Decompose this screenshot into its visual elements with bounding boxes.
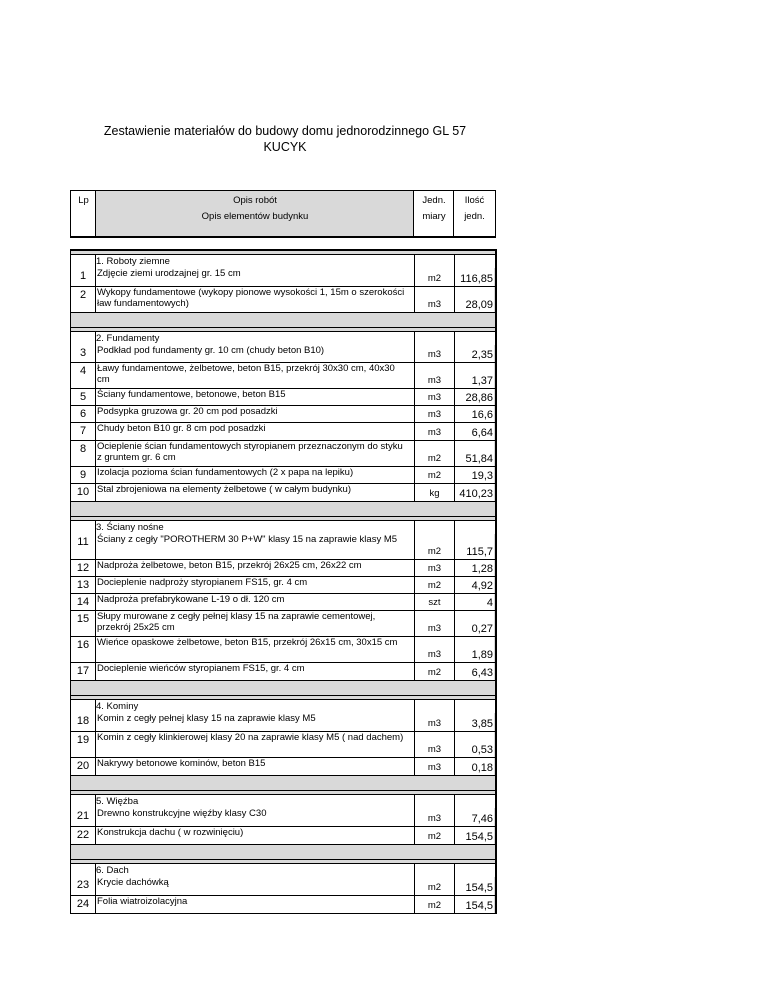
- description-cell: [95, 594, 414, 610]
- row-quantity: 28,86: [465, 392, 493, 404]
- row-quantity: 2,35: [471, 349, 493, 361]
- row-quantity: 154,5: [465, 900, 493, 912]
- row-quantity: 115,7: [466, 546, 493, 558]
- row-unit: m3: [427, 299, 442, 310]
- row-number: 4: [79, 365, 87, 377]
- description-cell: [95, 713, 414, 731]
- row-number-cell: [71, 467, 95, 483]
- unit-cell: [414, 406, 454, 422]
- row-unit: m3: [427, 409, 442, 420]
- table-row: [71, 560, 495, 577]
- row-number: 24: [76, 898, 90, 910]
- unit-cell: [414, 560, 454, 576]
- description-cell: [95, 484, 414, 501]
- quantity-cell: [454, 389, 494, 405]
- description-cell: [95, 637, 414, 662]
- row-description: Ławy fundamentowe, żelbetowe, beton B15, przekrój 30x30 cm, 40x30 cm: [97, 363, 395, 385]
- header-miary: miary: [422, 211, 446, 222]
- row-quantity: 154,5: [465, 831, 493, 843]
- row-number: 23: [76, 879, 90, 891]
- row-unit: m3: [427, 375, 442, 386]
- section-title: 1. Roboty ziemne: [96, 256, 170, 267]
- row-quantity: 0,27: [471, 623, 493, 635]
- row-number-cell: [71, 713, 95, 731]
- row-number: 6: [79, 408, 87, 420]
- header-jedn-cell: [413, 190, 454, 236]
- row-number: 3: [79, 347, 87, 359]
- row-quantity: 19,3: [471, 470, 493, 482]
- description-cell: [95, 827, 414, 844]
- unit-cell: [414, 611, 454, 636]
- section-title: 3. Ściany nośne: [96, 522, 164, 533]
- row-number: 15: [76, 613, 90, 625]
- row-quantity: 4,92: [471, 580, 493, 592]
- row-number-cell: [71, 484, 95, 501]
- table-header: [70, 190, 496, 238]
- row-number: 17: [76, 665, 90, 677]
- row-quantity: 410,23: [459, 488, 493, 500]
- row-unit: m2: [427, 580, 442, 591]
- section-gap: [71, 502, 495, 517]
- unit-cell: [414, 268, 454, 286]
- row-unit: m3: [427, 427, 442, 438]
- row-number-cell: [71, 560, 95, 576]
- quantity-cell: [454, 827, 494, 844]
- row-description: Wieńce opaskowe żelbetowe, beton B15, przekrój 26x15 cm, 30x15 cm: [97, 637, 398, 648]
- unit-cell: [414, 534, 454, 559]
- row-description: Nakrywy betonowe kominów, beton B15: [97, 758, 266, 769]
- row-unit: m3: [427, 744, 442, 755]
- row-description: Komin z cegły klinkierowej klasy 20 na zaprawie klasy M5 ( nad dachem): [97, 732, 404, 743]
- row-description: Docieplenie nadproży styropianem FS15, gr. 4 cm: [97, 577, 308, 588]
- quantity-cell: [454, 577, 494, 593]
- row-number-cell: [71, 732, 95, 757]
- row-number-cell: [71, 345, 95, 362]
- description-cell: [95, 877, 414, 895]
- section-gap: [71, 845, 495, 860]
- quantity-cell: [454, 406, 494, 422]
- section-header: [71, 251, 495, 268]
- table-row: [71, 268, 495, 287]
- row-quantity: 16,6: [471, 409, 493, 421]
- row-description: Słupy murowane z cegły pełnej klasy 15 na zaprawie cementowej, przekrój 25x25 cm: [97, 611, 376, 633]
- row-number: 20: [76, 760, 90, 772]
- header-lp-cell: [70, 190, 96, 236]
- table-row: [71, 827, 495, 845]
- row-number-cell: [71, 441, 95, 466]
- description-cell: [95, 560, 414, 576]
- row-description: Nadproża żelbetowe, beton B15, przekrój 26x25 cm, 26x22 cm: [97, 560, 362, 571]
- description-cell: [95, 345, 414, 362]
- row-number: 5: [79, 391, 87, 403]
- section-gap: [71, 776, 495, 791]
- description-cell: [95, 423, 414, 440]
- row-unit: m3: [427, 718, 442, 729]
- header-opis-cell: [95, 190, 414, 236]
- row-unit: m2: [427, 453, 442, 464]
- row-quantity: 6,43: [471, 667, 493, 679]
- row-number-cell: [71, 287, 95, 312]
- row-quantity: 28,09: [465, 299, 493, 311]
- document-subtitle: KUCYK: [263, 140, 307, 154]
- table-row: [71, 363, 495, 389]
- table-row: [71, 713, 495, 732]
- document-title: Zestawienie materiałów do budowy domu jednorodzinnego GL 57: [103, 124, 467, 138]
- row-description: Ocieplenie ścian fundamentowych styropianem przeznaczonym do styku z gruntem gr. 6 cm: [97, 441, 403, 463]
- quantity-cell: [454, 663, 494, 680]
- quantity-cell: [454, 560, 494, 576]
- quantity-cell: [454, 345, 494, 362]
- unit-cell: [414, 663, 454, 680]
- header-ilosc-cell: [453, 190, 495, 236]
- row-quantity: 1,89: [471, 649, 493, 661]
- unit-cell: [414, 827, 454, 844]
- unit-cell: [414, 467, 454, 483]
- quantity-cell: [454, 534, 494, 559]
- unit-cell: [414, 441, 454, 466]
- quantity-cell: [454, 611, 494, 636]
- quantity-cell: [454, 896, 494, 913]
- row-unit: m3: [427, 392, 442, 403]
- row-description: Ściany z cegły "POROTHERM 30 P+W" klasy 15 na zaprawie klasy M5: [97, 534, 398, 545]
- quantity-cell: [454, 423, 494, 440]
- unit-cell: [414, 896, 454, 913]
- row-number: 7: [79, 425, 87, 437]
- quantity-cell: [454, 441, 494, 466]
- description-cell: [95, 268, 414, 286]
- header-jedn: Jedn.: [422, 195, 446, 206]
- unit-cell: [414, 484, 454, 501]
- table-row: [71, 577, 495, 594]
- row-description: Podsypka gruzowa gr. 20 cm pod posadzki: [97, 406, 278, 417]
- table-row: [71, 389, 495, 406]
- row-description: Nadproża prefabrykowane L-19 o dł. 120 cm: [97, 594, 285, 605]
- unit-cell: [414, 287, 454, 312]
- description-cell: [95, 577, 414, 593]
- row-description: Podkład pod fundamenty gr. 10 cm (chudy beton B10): [97, 345, 325, 356]
- section-header: [71, 517, 495, 534]
- row-number-cell: [71, 877, 95, 895]
- row-number: 14: [76, 596, 90, 608]
- row-unit: m3: [427, 649, 442, 660]
- header-lp: Lp: [78, 195, 89, 206]
- row-number: 8: [79, 443, 87, 455]
- unit-cell: [414, 389, 454, 405]
- row-unit: kg: [429, 488, 440, 499]
- row-number-cell: [71, 637, 95, 662]
- unit-cell: [414, 713, 454, 731]
- row-description: Ściany fundamentowe, betonowe, beton B15: [97, 389, 286, 400]
- unit-cell: [414, 363, 454, 388]
- table-row: [71, 758, 495, 776]
- section-gap: [71, 681, 495, 696]
- row-description: Wykopy fundamentowe (wykopy pionowe wysokości 1, 15m o szerokości ław fundamentowych): [97, 287, 405, 309]
- row-description: Stal zbrojeniowa na elementy żelbetowe ( w całym budynku): [97, 484, 351, 495]
- row-quantity: 0,18: [471, 762, 493, 774]
- row-quantity: 7,46: [471, 813, 493, 825]
- quantity-cell: [454, 268, 494, 286]
- row-number-cell: [71, 594, 95, 610]
- row-quantity: 3,85: [471, 718, 493, 730]
- row-quantity: 6,64: [471, 427, 493, 439]
- description-cell: [95, 363, 414, 388]
- quantity-cell: [454, 467, 494, 483]
- section-title: 5. Więźba: [96, 796, 139, 807]
- row-quantity: 51,84: [465, 453, 493, 465]
- row-description: Komin z cegły pełnej klasy 15 na zaprawie klasy M5: [97, 713, 316, 724]
- description-cell: [95, 732, 414, 757]
- row-number-cell: [71, 423, 95, 440]
- row-description: Chudy beton B10 gr. 8 cm pod posadzki: [97, 423, 266, 434]
- table-row: [71, 406, 495, 423]
- description-cell: [95, 808, 414, 826]
- row-number-cell: [71, 363, 95, 388]
- row-quantity: 4: [486, 597, 493, 609]
- quantity-cell: [454, 484, 494, 501]
- unit-cell: [414, 423, 454, 440]
- row-number-cell: [71, 896, 95, 913]
- table-row: [71, 877, 495, 896]
- row-description: Krycie dachówką: [97, 877, 169, 888]
- section-header: [71, 791, 495, 808]
- section-header: [71, 696, 495, 713]
- unit-cell: [414, 758, 454, 775]
- row-number-cell: [71, 389, 95, 405]
- row-unit: m3: [427, 349, 442, 360]
- row-number: 18: [76, 715, 90, 727]
- unit-cell: [414, 732, 454, 757]
- section-header: [71, 860, 495, 877]
- header-jedn2: jedn.: [464, 211, 485, 222]
- table-row: [71, 663, 495, 681]
- quantity-cell: [454, 637, 494, 662]
- row-number: 2: [79, 289, 87, 301]
- row-number: 11: [77, 536, 89, 548]
- quantity-cell: [454, 363, 494, 388]
- row-number: 19: [76, 734, 90, 746]
- quantity-cell: [454, 808, 494, 826]
- row-number-cell: [71, 827, 95, 844]
- description-cell: [95, 534, 414, 559]
- table-row: [71, 534, 495, 560]
- table-row: [71, 637, 495, 663]
- header-opis-elementow: Opis elementów budynku: [201, 211, 309, 222]
- quantity-cell: [454, 877, 494, 895]
- header-ilosc: Ilość: [464, 195, 485, 206]
- table-row: [71, 808, 495, 827]
- description-cell: [95, 663, 414, 680]
- row-number-cell: [71, 406, 95, 422]
- row-unit: m3: [427, 623, 442, 634]
- row-number: 12: [76, 562, 90, 574]
- row-unit: m3: [427, 563, 442, 574]
- quantity-cell: [454, 758, 494, 775]
- row-number-cell: [71, 663, 95, 680]
- row-unit: m3: [427, 762, 442, 773]
- row-number: 16: [76, 639, 90, 651]
- row-description: Folia wiatroizolacyjna: [97, 896, 188, 907]
- section-title: 2. Fundamenty: [96, 333, 160, 344]
- row-quantity: 116,85: [460, 273, 493, 285]
- row-unit: m3: [427, 813, 442, 824]
- unit-cell: [414, 637, 454, 662]
- row-number: 22: [76, 829, 90, 841]
- row-number: 10: [76, 486, 90, 498]
- row-unit: m2: [427, 273, 442, 284]
- table-row: [71, 345, 495, 363]
- table-row: [71, 484, 495, 502]
- row-number-cell: [71, 808, 95, 826]
- row-unit: m2: [427, 831, 442, 842]
- row-number-cell: [71, 534, 95, 559]
- description-cell: [95, 441, 414, 466]
- description-cell: [95, 287, 414, 312]
- row-unit: m2: [427, 667, 442, 678]
- row-quantity: 1,28: [471, 563, 493, 575]
- header-opis-robot: Opis robót: [233, 195, 277, 206]
- section-title: 6. Dach: [96, 865, 129, 876]
- table-row: [71, 287, 495, 313]
- row-number-cell: [71, 268, 95, 286]
- row-unit: m2: [427, 900, 442, 911]
- unit-cell: [414, 594, 454, 610]
- unit-cell: [414, 808, 454, 826]
- quantity-cell: [454, 732, 494, 757]
- description-cell: [95, 467, 414, 483]
- table-row: [71, 467, 495, 484]
- unit-cell: [414, 877, 454, 895]
- description-cell: [95, 389, 414, 405]
- row-number-cell: [71, 758, 95, 775]
- table-row: [71, 611, 495, 637]
- table-row: [71, 896, 495, 914]
- table-row: [71, 441, 495, 467]
- row-number-cell: [71, 611, 95, 636]
- row-number-cell: [71, 577, 95, 593]
- row-quantity: 154,5: [465, 882, 493, 894]
- description-cell: [95, 406, 414, 422]
- row-unit: m2: [427, 470, 442, 481]
- row-quantity: 1,37: [471, 375, 493, 387]
- row-unit: m2: [427, 882, 442, 893]
- quantity-cell: [454, 594, 494, 610]
- section-header: [71, 328, 495, 345]
- row-description: Izolacja pozioma ścian fundamentowych (2 x papa na lepiku): [97, 467, 354, 478]
- row-description: Konstrukcja dachu ( w rozwinięciu): [97, 827, 244, 838]
- table-row: [71, 732, 495, 758]
- row-number: 21: [76, 810, 90, 822]
- table-row: [71, 594, 495, 611]
- quantity-cell: [454, 713, 494, 731]
- row-description: Docieplenie wieńców styropianem FS15, gr. 4 cm: [97, 663, 305, 674]
- description-cell: [95, 611, 414, 636]
- row-quantity: 0,53: [471, 744, 493, 756]
- row-number: 9: [79, 469, 87, 481]
- quantity-cell: [454, 287, 494, 312]
- section-gap: [71, 313, 495, 328]
- row-unit: m2: [427, 546, 442, 557]
- section-title: 4. Kominy: [96, 701, 139, 712]
- row-unit: szt: [428, 597, 441, 608]
- materials-table: [70, 249, 497, 914]
- description-cell: [95, 758, 414, 775]
- unit-cell: [414, 577, 454, 593]
- row-number: 1: [79, 270, 87, 282]
- row-description: Zdjęcie ziemi urodzajnej gr. 15 cm: [97, 268, 241, 279]
- description-cell: [95, 896, 414, 913]
- row-number: 13: [76, 579, 90, 591]
- table-row: [71, 423, 495, 441]
- unit-cell: [414, 345, 454, 362]
- row-description: Drewno konstrukcyjne więźby klasy C30: [97, 808, 267, 819]
